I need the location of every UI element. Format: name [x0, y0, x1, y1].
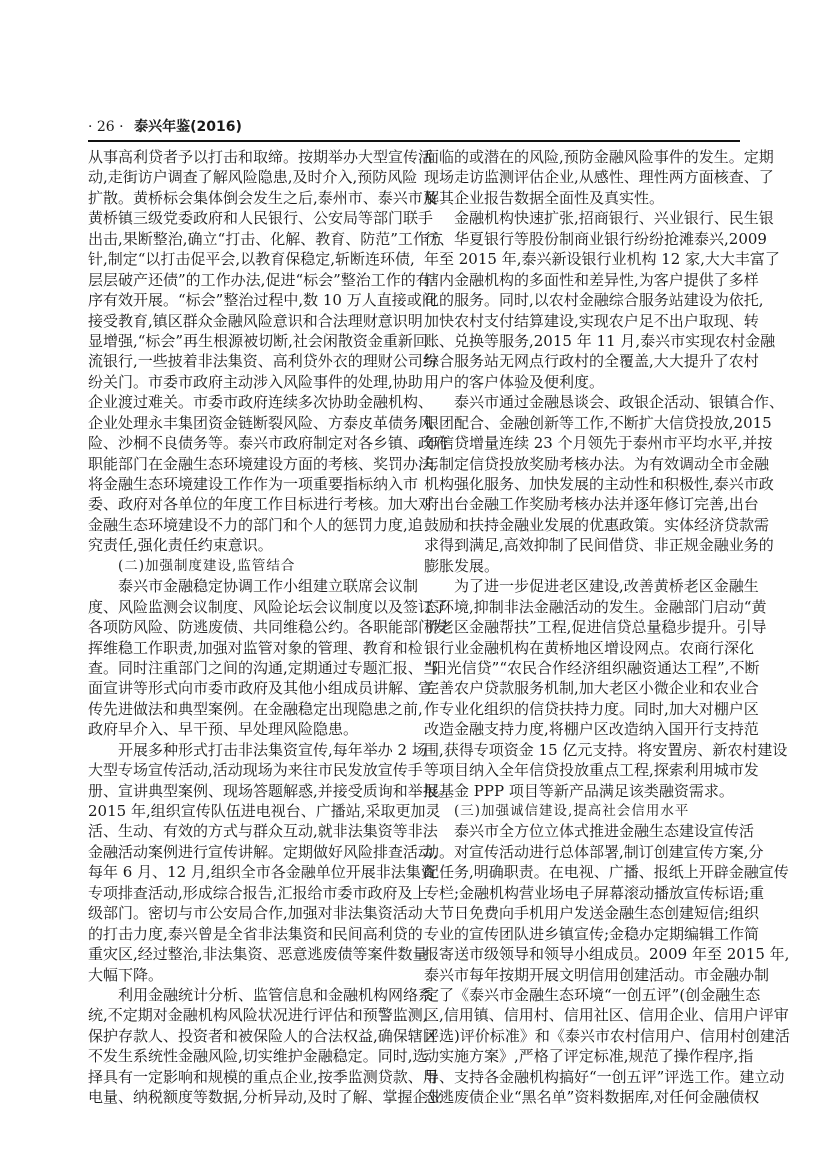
text-line: 动,走街访户调查了解风险隐患,及时介入,预防风险 — [88, 168, 418, 187]
left-column — [88, 147, 453, 1108]
yearbook-title: 泰兴年鉴(2016) — [134, 119, 242, 135]
text-line: (三)加强诚信建设,提高社会信用水平 — [454, 803, 690, 819]
text-line: 银团配合、金融创新等工作,不断扩大信贷投放,2015 — [424, 413, 772, 432]
text-line: 评选)评价标准》和《泰兴市农村信用户、信用村创建活 — [424, 1026, 790, 1045]
right-column — [424, 147, 790, 1108]
text-line: 金融机构快速扩张,招商银行、兴业银行、民生银 — [454, 209, 774, 228]
text-line: 导、支持各金融机构搞好“一创五评”评选工作。建立动 — [424, 1067, 785, 1086]
text-line: 求得到满足,高效抑制了民间借贷、非正规金融业务的 — [424, 536, 774, 555]
text-line: 态逃废债企业“黑名单”资料数据库,对任何金融债权 — [424, 1088, 760, 1107]
text-line: 职能部门在金融生态环境建设方面的考核、奖罚办法, — [88, 454, 438, 473]
paragraph — [88, 147, 449, 556]
text-line: 泰兴市金融稳定协调工作小组建立联席会议制 — [118, 577, 419, 596]
text-line: 行、华夏银行等股份制商业银行纷纷抢滩泰兴,2009 — [424, 229, 767, 248]
text-line: 序有效开展。“标会”整治过程中,数 10 万人直接或间 — [88, 291, 437, 310]
text-line: 显增强,“标会”再生根源被切断,社会闲散资金重新回 — [88, 331, 428, 350]
text-line: 委、政府对各单位的年度工作目标进行考核。加大对 — [88, 495, 434, 514]
text-line: 纷关门。市委市政府主动涉入风险事件的处理,协助 — [88, 372, 423, 391]
text-line: 为了进一步促进老区建设,改善黄桥老区金融生 — [454, 577, 759, 596]
text-line: 金融活动案例进行宣传讲解。定期做好风险排查活动, — [88, 842, 438, 861]
text-line: 完善农户贷款服务机制,加大老区小微企业和农业合 — [424, 679, 759, 698]
paragraph — [88, 740, 453, 985]
paragraph — [88, 576, 449, 740]
text-line: 化的服务。同时,以农村金融综合服务站建设为依托, — [424, 291, 764, 310]
text-line: 综合服务站无网点行政村的全覆盖,大大提升了农村 — [424, 352, 759, 371]
text-line: 金融生态环境建设不力的部门和个人的惩罚力度,追 — [88, 515, 423, 534]
text-line: 用户的客户体验及便利度。 — [424, 372, 605, 391]
text-line: 改造金融支持力度,将棚户区改造纳入国开行支持范 — [424, 720, 759, 739]
text-line: 政府早介入、早干预、早处理风险隐患。 — [88, 720, 359, 739]
text-line: 专栏;金融机构营业场电子屏幕滚动播放宣传标语;重 — [424, 883, 765, 902]
text-line: 配任务,明确职责。在电视、广播、报纸上开辟金融宣传 — [424, 863, 789, 882]
text-line: 2015 年,组织宣传队伍进电视台、广播站,采取更加灵 — [88, 802, 441, 820]
text-line: 不发生系统性金融风险,切实维护金融稳定。同时,选 — [88, 1047, 428, 1066]
text-line: 定了《泰兴市金融生态环境“一创五评”(创金融生态 — [424, 985, 761, 1004]
header-rule — [88, 140, 740, 142]
text-line: 险、沙桐不良债务等。泰兴市政府制定对各乡镇、政府 — [88, 434, 449, 453]
text-line: 专项排查活动,形成综合报告,汇报给市委市政府及上 — [88, 883, 428, 902]
page-number: · 26 · — [88, 119, 124, 135]
text-line: 重灾区,经过整治,非法集资、恶意逃废债等案件数量 — [88, 945, 428, 964]
text-line: 展基金 PPP 项目等新产品满足该类融资需求。 — [424, 781, 734, 800]
text-line: 膨胀发展。 — [424, 556, 500, 575]
text-line: 大节日免费向手机用户发送金融生态创建短信;组织 — [424, 904, 760, 923]
text-line: 桥老区金融帮扶”工程,促进信贷总量稳步提升。引导 — [424, 618, 767, 637]
text-line: 将金融生态环境建设工作作为一项重要指标纳入市 — [88, 475, 419, 493]
text-line: “阳光信贷”“农民合作经济组织融资通达工程”,不断 — [424, 658, 760, 677]
text-line: 机构强化服务、加快发展的主动性和积极性,泰兴市政 — [424, 475, 774, 493]
text-line: 从事高利贷者予以打击和取缔。按期举办大型宣传活 — [88, 148, 434, 166]
text-line: 银行业金融机构在黄桥地区增设网点。农商行深化 — [424, 638, 755, 657]
section-heading — [424, 801, 740, 821]
text-line: 鼓励和扶持金融业发展的优惠政策。实体经济贷款需 — [424, 515, 770, 534]
text-line: 现场走访监测评估企业,从感性、理性两方面核查、了 — [424, 168, 774, 187]
paragraph — [424, 208, 780, 392]
text-line: 区,信用镇、信用村、信用社区、信用企业、信用户评审 — [424, 1006, 789, 1025]
text-line: 查。同时注重部门之间的沟通,定期通过专题汇报、当 — [88, 658, 438, 677]
text-line: 年至 2015 年,泰兴新设银行业机构 12 家,大大丰富了 — [424, 250, 780, 269]
text-line: 报寄送市级领导和领导小组成员。2009 年至 2015 年, — [424, 945, 790, 964]
text-line: 加快农村支付结算建设,实现农户足不出户取现、转 — [424, 311, 759, 330]
text-line: 针,制定“以打击促平会,以教育保稳定,斩断连环债, — [88, 250, 415, 269]
paragraph — [88, 985, 443, 1108]
text-line: 各项防风险、防逃废债、共同维稳公约。各职能部门发 — [88, 618, 449, 637]
text-line: 年制定信贷投放奖励考核办法。为有效调动全市金融 — [424, 454, 770, 473]
text-line: 流银行,一些披着非法集资、高利贷外衣的理财公司纷 — [88, 352, 438, 371]
text-line: 大幅下降。 — [88, 965, 164, 984]
text-line: 层层破产还债”的工作办法,促进“标会”整治工作的有 — [88, 270, 431, 289]
text-line: (二)加强制度建设,监管结合 — [118, 557, 296, 574]
text-line: 究责任,强化责任约束意识。 — [88, 536, 273, 555]
text-line: 泰兴市每年按期开展文明信用创建活动。市金融办制 — [424, 965, 770, 984]
text-line: 年信贷增量连续 23 个月领先于泰州市平均水平,并按 — [424, 434, 773, 453]
text-line: 辖内金融机构的多面性和差异性,为客户提供了多样 — [424, 270, 759, 289]
paragraph — [424, 576, 788, 801]
text-line: 等项目纳入全年信贷投放重点工程,探索利用城市发 — [424, 761, 759, 780]
text-line: 黄桥镇三级党委政府和人民银行、公安局等部门联手 — [88, 209, 434, 228]
text-line: 面临的或潜在的风险,预防金融风险事件的发生。定期 — [424, 148, 774, 166]
text-line: 每年 6 月、12 月,组织全市各金融单位开展非法集资 — [88, 863, 436, 882]
text-line: 统,不定期对金融机构风险状况进行评估和预警监测, — [88, 1006, 428, 1025]
text-line: 动。对宣传活动进行总体部署,制订创建宣传方案,分 — [424, 842, 764, 861]
text-line: 活、生动、有效的方式与群众互动,就非法集资等非法 — [88, 822, 438, 841]
text-line: 择具有一定影响和规模的重点企业,按季监测贷款、用 — [88, 1067, 438, 1086]
text-line: 电量、纳税额度等数据,分析异动,及时了解、掌握企业 — [88, 1088, 443, 1107]
text-line: 泰兴市通过金融恳谈会、政银企活动、银镇合作、 — [454, 393, 785, 412]
text-line: 传先进做法和典型案例。在金融稳定出现隐患之前, — [88, 699, 423, 718]
text-line: 大型专场宣传活动,活动现场为来往市民发放宣传手 — [88, 761, 423, 780]
text-line: 开展多种形式打击非法集资宣传,每年举办 2 场 — [118, 740, 427, 759]
text-line: 度、风险监测会议制度、风险论坛会议制度以及签订了 — [88, 597, 449, 616]
text-line: 挥维稳工作职责,加强对监管对象的管理、教育和检 — [88, 638, 423, 657]
text-line: 保护存款人、投资者和被保险人的合法权益,确保辖区 — [88, 1026, 438, 1045]
text-line: 接受教育,镇区群众金融风险意识和合法理财意识明 — [88, 311, 423, 330]
text-line: 面宣讲等形式向市委市政府及其他小组成员讲解、宣 — [88, 679, 434, 698]
text-line: 围,获得专项资金 15 亿元支持。将安置房、新农村建设 — [424, 740, 788, 759]
text-line: 企业处理永丰集团资金链断裂风险、方泰皮革债务风 — [88, 413, 434, 432]
paragraph — [424, 147, 774, 208]
text-line: 企业渡过难关。市委市政府连续多次协助金融机构、 — [88, 393, 434, 412]
text-line: 出击,果断整治,确立“打击、化解、教育、防范”工作方 — [88, 229, 443, 248]
text-line: 作专业化组织的信贷扶持力度。同时,加大对棚户区 — [424, 699, 759, 718]
paragraph — [424, 392, 785, 576]
running-header — [88, 116, 740, 138]
text-line: 府出台金融工作奖励考核办法并逐年修订完善,出台 — [424, 495, 759, 514]
text-line: 的打击力度,泰兴曾是全省非法集资和民间高利贷的 — [88, 924, 423, 943]
paragraph — [424, 821, 790, 1107]
text-line: 解其企业报告数据全面性及真实性。 — [424, 188, 665, 207]
text-line: 动实施方案》,严格了评定标准,规范了操作程序,指 — [424, 1047, 754, 1066]
text-line: 态环境,抑制非法金融活动的发生。金融部门启动“黄 — [424, 597, 767, 616]
section-heading — [88, 556, 410, 576]
text-line: 级部门。密切与市公安局合作,加强对非法集资活动 — [88, 904, 423, 923]
text-line: 扩散。黄桥标会集体倒会发生之后,泰州市、泰兴市及 — [88, 188, 438, 207]
text-line: 册、宣讲典型案例、现场答题解惑,并接受质询和举报。 — [88, 781, 453, 800]
text-line: 专业的宣传团队进乡镇宣传;金稳办定期编辑工作简 — [424, 924, 760, 943]
text-line: 利用金融统计分析、监管信息和金融机构网络系 — [118, 985, 434, 1004]
text-line: 账、兑换等服务,2015 年 11 月,泰兴市实现农村金融 — [424, 331, 776, 350]
text-line: 泰兴市全方位立体式推进金融生态建设宣传活 — [454, 822, 755, 841]
